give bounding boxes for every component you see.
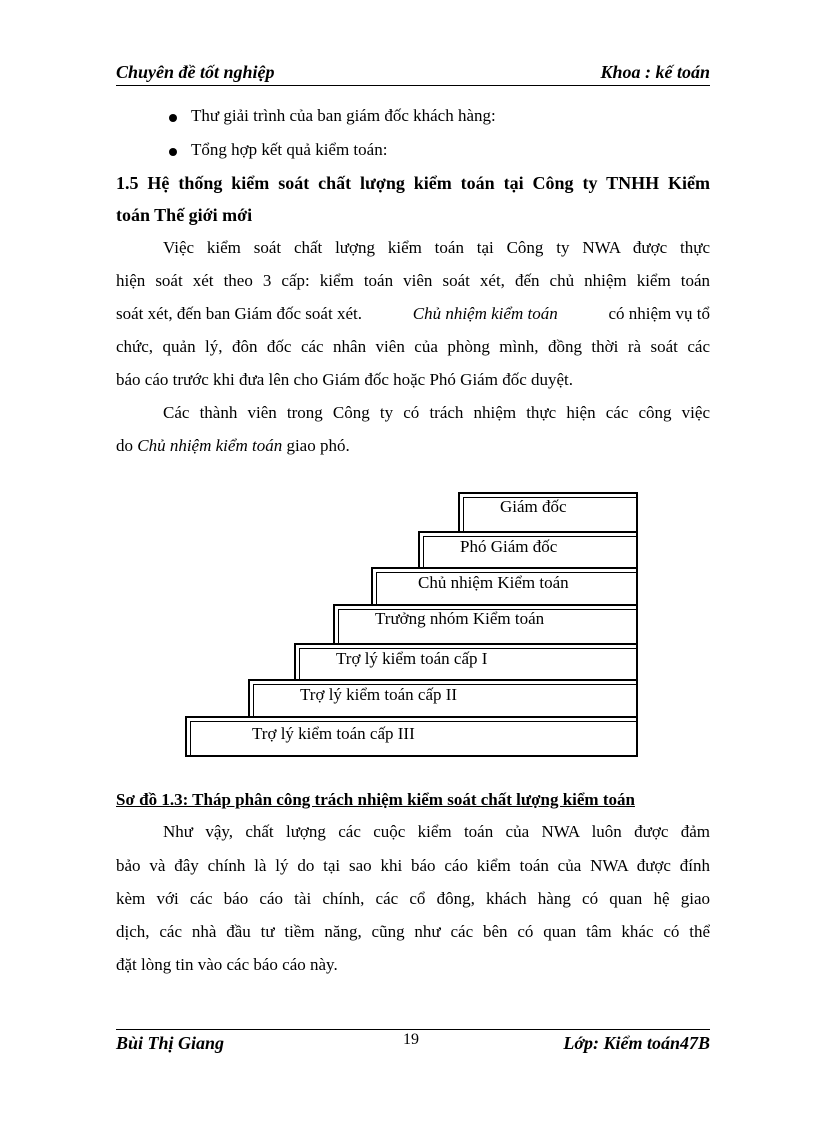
bullet-item: Thư giải trình của ban giám đốc khách hàng: (191, 106, 496, 125)
pyramid-level-label: Giám đốc (500, 497, 567, 516)
bullet-item: Tổng hợp kết quả kiểm toán: (191, 140, 388, 159)
bullet-icon (169, 114, 177, 122)
para2-line (116, 436, 710, 456)
para2-line: Các thành viên trong Công ty có trách nhiệm thực hiện các công việc (163, 403, 710, 422)
pyramid-level-3 (371, 567, 638, 606)
pyramid-level-7 (185, 716, 638, 757)
pyramid-level-label: Trưởng nhóm Kiểm toán (375, 609, 545, 628)
page-number: 19 (403, 1031, 419, 1048)
section-heading-line2: toán Thế giới mới (116, 205, 253, 225)
pyramid-level-6 (248, 679, 638, 718)
para2-text: giao phó. (286, 436, 350, 455)
pyramid-level-1 (458, 492, 638, 533)
para3-line: Như vậy, chất lượng các cuộc kiểm toán của NWA luôn được đảm (163, 822, 710, 841)
pyramid-level-label: Trợ lý kiểm toán cấp I (336, 649, 488, 668)
para3-line: bảo và đây chính là lý do tại sao khi báo cáo kiểm toán của NWA được đính (116, 856, 710, 875)
pyramid-level-label: Trợ lý kiểm toán cấp II (300, 685, 458, 704)
header-left: Chuyên đề tốt nghiệp (116, 62, 275, 82)
pyramid-level-5 (294, 643, 638, 681)
para1-line: Việc kiểm soát chất lượng kiểm toán tại Công ty NWA được thực (163, 238, 710, 257)
para1-line: chức, quản lý, đôn đốc các nhân viên của phòng mình, đồng thời rà soát các (116, 337, 710, 356)
footer-right: Lớp: Kiểm toán47B (563, 1033, 710, 1053)
pyramid-level-4 (333, 604, 638, 645)
para3-line: dịch, các nhà đầu tư tiềm năng, cũng như các bên có quan tâm khác có thể (116, 922, 710, 941)
pyramid-level-2 (418, 531, 638, 569)
para1-line (116, 304, 710, 324)
section-heading-line1: 1.5 Hệ thống kiểm soát chất lượng kiểm toán tại Công ty TNHH Kiểm (116, 173, 710, 193)
pyramid-level-label: Phó Giám đốc (460, 537, 558, 556)
para3-line: kèm với các báo cáo tài chính, các cổ đông, khách hàng có quan hệ giao (116, 889, 710, 908)
footer-left: Bùi Thị Giang (116, 1033, 225, 1053)
para1-line: hiện soát xét theo 3 cấp: kiểm toán viên soát xét, đến chủ nhiệm kiểm toán (116, 271, 710, 290)
para1-line: báo cáo trước khi đưa lên cho Giám đốc hoặc Phó Giám đốc duyệt. (116, 370, 574, 389)
header-rule (116, 85, 710, 86)
figure-caption: Sơ đồ 1.3: Tháp phân công trách nhiệm kiểm soát chất lượng kiểm toán (116, 790, 635, 809)
para2-emphasis: Chủ nhiệm kiểm toán (137, 436, 283, 455)
para1-text: soát xét, đến ban Giám đốc soát xét. (116, 304, 362, 323)
pyramid-level-label: Trợ lý kiểm toán cấp III (252, 724, 415, 743)
para3-line: đặt lòng tin vào các báo cáo này. (116, 955, 338, 974)
para1-text: có nhiệm vụ tổ (608, 304, 710, 323)
header-right: Khoa : kế toán (600, 62, 710, 82)
bullet-icon (169, 148, 177, 156)
para1-emphasis: Chủ nhiệm kiểm toán (412, 304, 558, 323)
pyramid-level-label: Chủ nhiệm Kiểm toán (418, 573, 569, 592)
footer-rule (116, 1029, 710, 1030)
para2-text: do (116, 436, 133, 455)
